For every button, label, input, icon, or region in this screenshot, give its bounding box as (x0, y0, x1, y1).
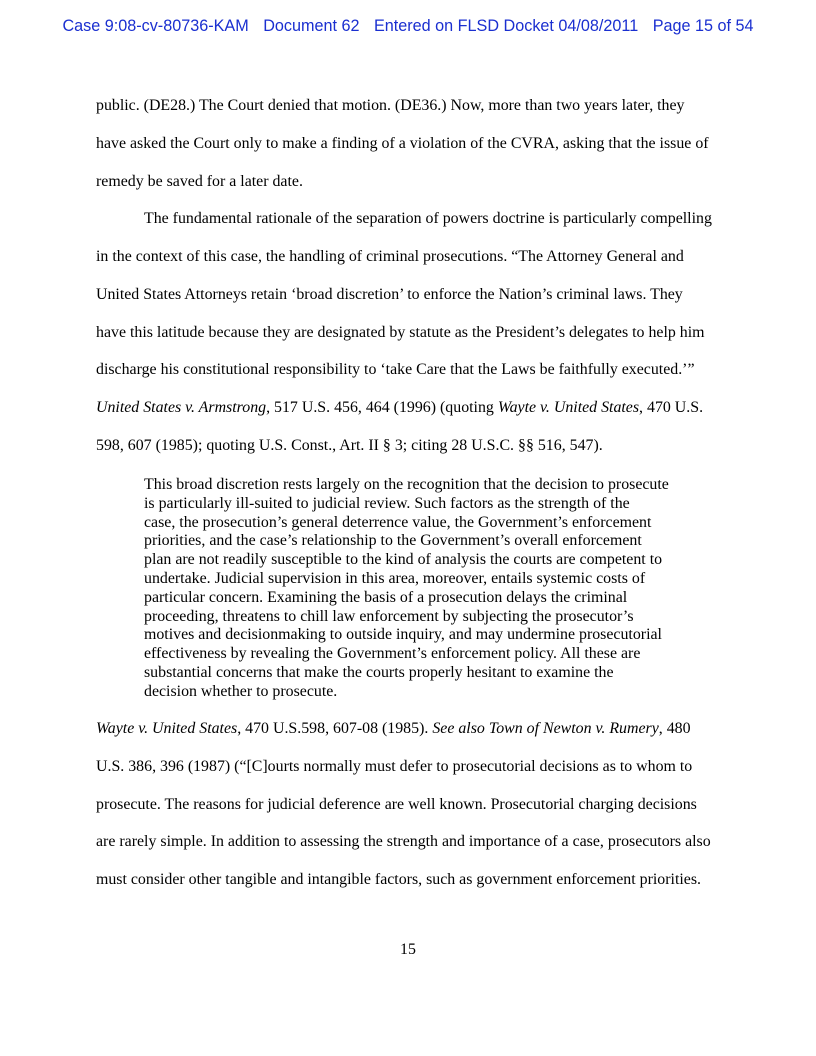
body-line: remedy be saved for a later date. (96, 173, 303, 190)
quote-line: case, the prosecution’s general deterrence value, the Government’s enforcement (144, 513, 652, 531)
citation-text: , 470 U.S.598, 607-08 (1985). (237, 720, 433, 737)
body-line: in the context of this case, the handling of criminal prosecutions. “The Attorney General and (96, 248, 684, 265)
block-quote (144, 476, 669, 702)
body-line: The fundamental rationale of the separation of powers doctrine is particularly compelling (144, 210, 712, 227)
citation-text: , 470 U.S. (639, 399, 704, 416)
body-line: public. (DE28.) The Court denied that motion. (DE36.) Now, more than two years later, they (96, 97, 685, 114)
body-line: have asked the Court only to make a finding of a violation of the CVRA, asking that the issue of (96, 135, 709, 152)
citation-text: , 517 U.S. 456, 464 (1996) (quoting (266, 399, 498, 416)
body-line: United States Attorneys retain ‘broad discretion’ to enforce the Nation’s criminal laws. They (96, 286, 683, 303)
body-line: 598, 607 (1985); quoting U.S. Const., Art. II § 3; citing 28 U.S.C. §§ 516, 547). (96, 437, 603, 454)
quote-line: priorities, and the case’s relationship to the Government’s overall enforcement (144, 532, 642, 550)
quote-line: plan are not readily susceptible to the kind of analysis the courts are competent to (144, 551, 663, 569)
citation-line (96, 399, 703, 417)
quote-line: proceeding, threatens to chill law enforcement by subjecting the prosecutor’s (144, 607, 634, 625)
case-name: Wayte v. United States (96, 720, 238, 737)
body-line: have this latitude because they are designated by statute as the President’s delegates to help him (96, 324, 705, 341)
quote-line: effectiveness by revealing the Government’s enforcement policy. All these are (144, 645, 641, 663)
citation-line (96, 720, 691, 738)
quote-line: undertake. Judicial supervision in this area, moreover, entails systemic costs of (144, 569, 646, 587)
case-name: Wayte v. United States (497, 399, 640, 416)
body-line: prosecute. The reasons for judicial deference are well known. Prosecutorial charging decisions (96, 796, 697, 813)
page-number: 15 (400, 941, 416, 958)
body-line: discharge his constitutional responsibility to ‘take Care that the Laws be faithfully executed.’” (96, 361, 695, 378)
body-line: are rarely simple. In addition to assessing the strength and importance of a case, prosecutors also (96, 833, 711, 850)
quote-line: substantial concerns that make the courts properly hesitant to examine the (144, 663, 614, 681)
case-number: Case 9:08-cv-80736-KAM (62, 17, 249, 35)
citation-text: , 480 (658, 720, 691, 737)
quote-line: motives and decisionmaking to outside inquiry, and may undermine prosecutorial (144, 626, 662, 644)
body-line: must consider other tangible and intangible factors, such as government enforcement priorities. (96, 871, 701, 888)
quote-line: is particularly ill-suited to judicial review. Such factors as the strength of the (144, 494, 630, 512)
quote-line: This broad discretion rests largely on the recognition that the decision to prosecute (144, 476, 669, 493)
quote-line: particular concern. Examining the basis of a prosecution delays the criminal (144, 588, 628, 606)
body-line: U.S. 386, 396 (1987) (“[C]ourts normally must defer to prosecutorial decisions as to whom to (96, 758, 693, 775)
page-indicator: Page 15 of 54 (652, 17, 754, 35)
case-name: See also Town of Newton v. Rumery (432, 720, 659, 737)
docket-entry-date: Entered on FLSD Docket 04/08/2011 (373, 17, 639, 35)
docket-header (0, 17, 816, 36)
quote-line: decision whether to prosecute. (144, 682, 338, 700)
case-name: United States v. Armstrong (96, 399, 267, 416)
document-number: Document 62 (263, 17, 360, 35)
